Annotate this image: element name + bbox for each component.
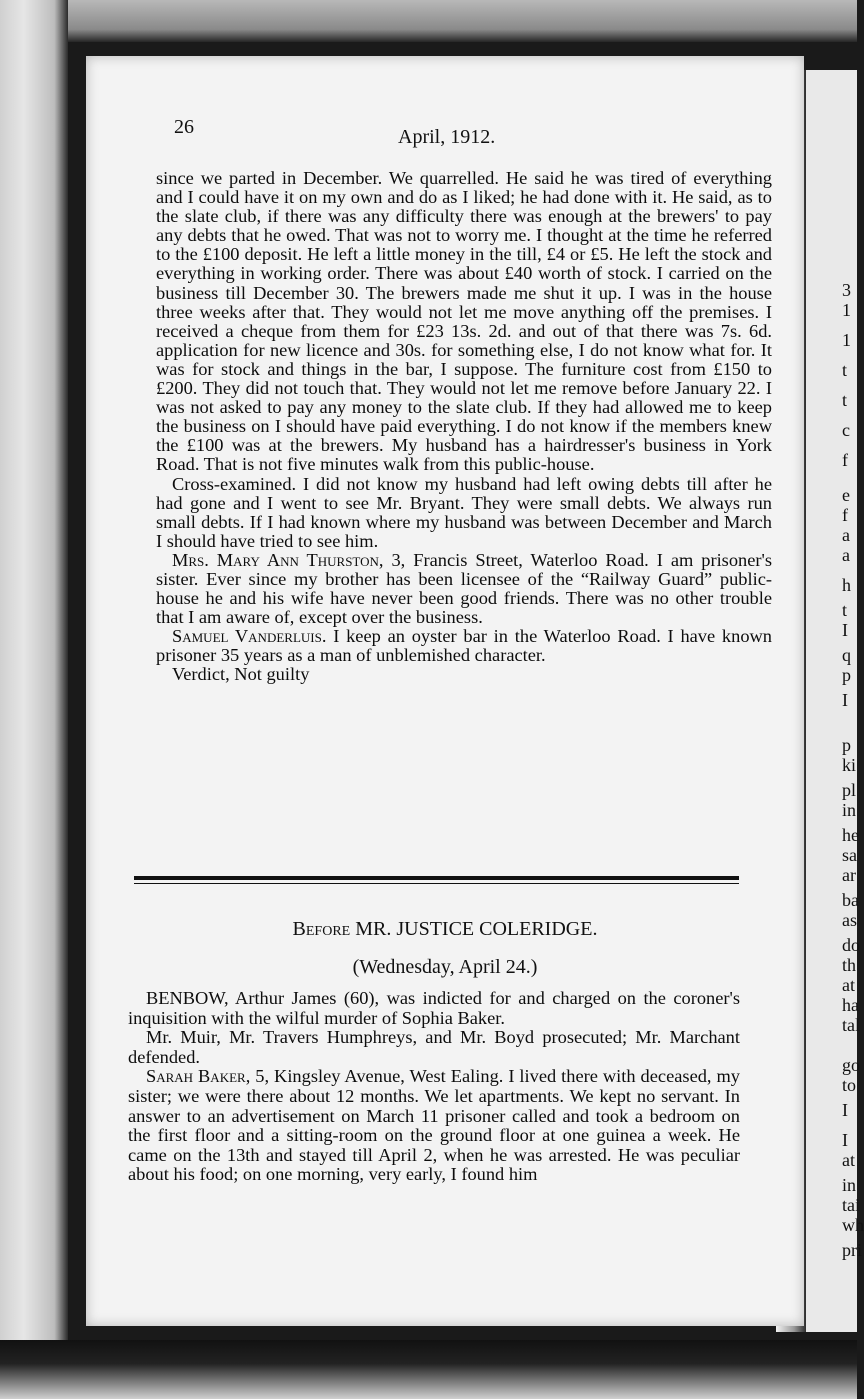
page-number: 26 <box>174 116 194 138</box>
facing-page-fragment: at <box>842 975 855 995</box>
facing-page-fragment: do <box>842 935 860 955</box>
facing-page-fragment: tal <box>842 1015 860 1035</box>
facing-page-fragment: 3 <box>842 280 851 300</box>
facing-page-fragment: e <box>842 485 850 505</box>
facing-page-fragment: in <box>842 800 857 820</box>
witness-name: Samuel Vanderluis. <box>172 626 327 647</box>
facing-page-fragment: as <box>842 910 857 930</box>
facing-page-fragment: ki <box>842 755 857 775</box>
verdict: Verdict, Not guilty <box>172 664 310 685</box>
section-divider <box>134 876 739 884</box>
facing-page-fragment: wh <box>842 1215 864 1235</box>
book-binding <box>0 0 68 1399</box>
case-one-testimony <box>156 169 772 685</box>
facing-page-fragment: ha <box>842 995 859 1015</box>
facing-page-fragment: a <box>842 525 850 545</box>
facing-page-fragment: ar <box>842 865 856 885</box>
facing-page-fragment: f <box>842 505 848 525</box>
facing-page-fragment: tai <box>842 1195 860 1215</box>
running-head: April, 1912. <box>398 126 496 148</box>
facing-page-fragment: in <box>842 1175 857 1195</box>
facing-page-fragment: I <box>842 1100 848 1120</box>
top-page-edge <box>68 0 857 42</box>
facing-page <box>806 70 864 1332</box>
facing-page-fragment: to <box>842 1075 857 1095</box>
witness-statement: 3, Francis Street, Waterloo Road. I am prisoner's sister. Ever since my brother has been licensee of the “Railway Guard” public-house he and his wife have never been good friends. There was no other trouble that I am aware of, except over the business. <box>156 549 772 628</box>
facing-page-fragment: th <box>842 955 857 975</box>
book-page <box>86 56 804 1326</box>
facing-page-fragment: 1 <box>842 300 851 320</box>
facing-page-fragment: p <box>842 665 851 685</box>
section-title-prefix: Before <box>292 918 351 940</box>
facing-page-fragment: f <box>842 450 848 470</box>
facing-page-fragment: I <box>842 620 848 640</box>
facing-page-fragment: go <box>842 1055 860 1075</box>
case-two-testimony <box>128 989 740 1185</box>
section-title-judge: MR. JUSTICE COLERIDGE. <box>355 918 598 940</box>
counsel-paragraph: Mr. Muir, Mr. Travers Humphreys, and Mr. Boyd prosecuted; Mr. Marchant defended. <box>128 1027 740 1067</box>
facing-page-fragment: ba <box>842 890 859 910</box>
testimony-paragraph: since we parted in December. We quarrelled. He said he was tired of everything and I could have it on my own and do as I liked; he had done with it. He said, as to the slate club, if there was any difficulty there was enough at the brewers' to pay any debts that he owed. That was not to worry me. I thought at the time he referred to the £100 deposit. He left a little money in the till, £4 or £5. He left the stock and everything in working order. There was about £40 worth of stock. I carried on the business till December 30. The brewers made me shut it up. I was in the house three weeks after that. They would not let me move anything off the premises. I received a cheque from them for £23 13s. 2d. and out of that there was 7s. 6d. application for new licence and 30s. for something else, I do not know what for. It was for stock and things in the bar, I suppose. The furniture cost from £150 to £200. They did not touch that. They would not let me remove before January 22. I was not asked to pay any money to the slate club. If they had allowed me to keep the business on I should have paid everything. I do not know if the members knew the £100 was at the brewers. My husband has a hairdresser's business in York Road. That is not five minutes walk from this public-house. <box>156 168 772 475</box>
facing-page-fragment: t <box>842 360 848 380</box>
facing-page-fragment: q <box>842 645 851 665</box>
indictment-paragraph: BENBOW, Arthur James (60), was indicted for and charged on the coroner's inquisition with the wilful murder of Sophia Baker. <box>128 988 740 1028</box>
facing-page-fragment: t <box>842 600 848 620</box>
witness-statement: 5, Kingsley Avenue, West Ealing. I lived there with deceased, my sister; we were there about 12 months. We let apartments. We kept no servant. In answer to an advertisement on March 11 prisoner called and took a bedroom on the first floor and a sitting-room on the ground floor at one guinea a week. He came on the 13th and stayed till April 2, when he was arrested. He was peculiar about his food; on one morning, very early, I found him <box>128 1066 740 1185</box>
bottom-page-edge <box>0 1340 857 1399</box>
witness-paragraph <box>156 551 772 627</box>
facing-page-fragment: at <box>842 1150 855 1170</box>
section-title <box>86 918 804 941</box>
section-date: (Wednesday, April 24.) <box>352 956 538 978</box>
facing-page-fragment: p <box>842 735 851 755</box>
facing-page-fragment: 1 <box>842 330 851 350</box>
witness-name: Mrs. Mary Ann Thurston, <box>172 549 384 570</box>
facing-page-fragment: I <box>842 1130 848 1150</box>
facing-page-fragment: h <box>842 575 851 595</box>
facing-page-fragment: he <box>842 825 859 845</box>
facing-page-fragment: t <box>842 390 848 410</box>
cross-examination-paragraph: Cross-examined. I did not know my husband had left owing debts till after he had gone and I went to see Mr. Bryant. They were small debts. We always run small debts. If I had known where my husband was between December and March I should have tried to see him. <box>156 473 772 551</box>
facing-page-fragment: c <box>842 420 850 440</box>
witness-paragraph <box>156 627 772 665</box>
witness-paragraph <box>128 1067 740 1185</box>
witness-statement: I keep an oyster bar in the Waterloo Road. I have known prisoner 35 years as a man of unblemished character. <box>156 626 772 666</box>
facing-page-fragment: a <box>842 545 850 565</box>
facing-page-fragment: I <box>842 690 848 710</box>
witness-name: Sarah Baker, <box>146 1066 251 1087</box>
facing-page-fragment: sa <box>842 845 857 865</box>
facing-page-fragment: pri <box>842 1240 862 1260</box>
facing-page-fragment: pl <box>842 780 857 800</box>
